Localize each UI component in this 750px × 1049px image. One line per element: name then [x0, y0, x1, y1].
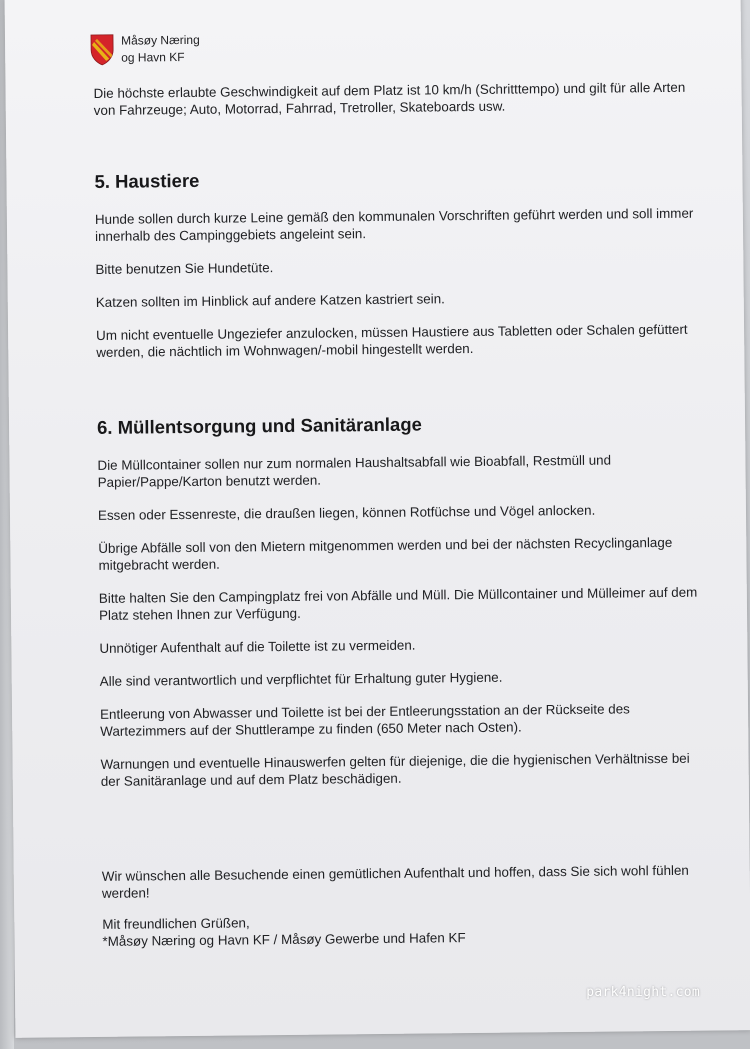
letterhead: [89, 32, 200, 67]
paragraph: Bitte halten Sie den Campingplatz frei von Abfälle und Müll. Die Müllcontainer und Mülleimer auf dem Platz stehen Ihnen zur Verfügung.: [98, 584, 698, 623]
section-heading-haustiere: 5. Haustiere: [94, 169, 200, 192]
paragraph: Bitte benutzen Sie Hundetüte.: [95, 260, 274, 277]
speed-rule-text: Die höchste erlaubte Geschwindigkeit auf dem Platz ist 10 km/h (Schritttempo) und gilt für alle Arten von Fahrzeuge; Auto, Motorrad, Fahrrad, Tretroller, Skateboards usw.: [93, 79, 686, 118]
paragraph: Alle sind verantwortlich und verpflichtet für Erhaltung guter Hygiene.: [99, 669, 503, 689]
paragraph: Katzen sollten im Hinblick auf andere Katzen kastriert sein.: [95, 291, 445, 310]
paragraph: Übrige Abfälle soll von den Mietern mitgenommen werden und bei der nächsten Recyclinganlage mitgebracht werden.: [98, 534, 673, 573]
paragraph: Essen oder Essenreste, die draußen liegen, können Rotfüchse und Vögel anlocken.: [97, 502, 596, 523]
watermark: park4night.com: [586, 985, 700, 1000]
section-heading-muellentsorgung: 6. Müllentsorgung und Sanitäranlage: [96, 413, 422, 438]
closing-block: [102, 862, 703, 950]
org-name-line1: Måsøy Næring: [120, 32, 200, 48]
paragraph: Entleerung von Abwasser und Toilette ist bei der Entleerungsstation an der Rückseite des Wartezimmers auf der Shuttlerampe zu finden (650 Meter nach Osten).: [100, 701, 630, 739]
paragraph: Warnungen und eventuelle Hinauswerfen gelten für diejenige, die die hygienischen Verhältnisse bei der Sanitäranlage und auf dem Platz beschädigen.: [100, 750, 690, 789]
document-body: [93, 79, 702, 964]
paragraph: Um nicht eventuelle Ungeziefer anzulocken, müssen Haustiere aus Tabletten oder Schalen gefüttert werden, die nächtlich im Wohnwagen/-mobil hingestellt werden.: [96, 321, 688, 360]
paragraph: Die Müllcontainer sollen nur zum normalen Haushaltsabfall wie Bioabfall, Restmüll und Papier/Pappe/Karton benutzt werden.: [97, 452, 612, 490]
document-page: [5, 0, 750, 1038]
coat-of-arms-icon: [89, 33, 115, 67]
paragraph: Hunde sollen durch kurze Leine gemäß den kommunalen Vorschriften geführt werden und soll immer innerhalb des Campinggebiets angeleint sein.: [94, 205, 694, 244]
paragraph: Unnötiger Aufenthalt auf die Toilette ist zu vermeiden.: [99, 637, 416, 656]
closing-wish: Wir wünschen alle Besuchende einen gemütlichen Aufenthalt und hoffen, dass Sie sich wohl fühlen werden!: [101, 862, 689, 901]
closing-signature: *Måsøy Næring og Havn KF / Måsøy Gewerbe und Hafen KF: [102, 930, 466, 949]
org-name-line2: og Havn KF: [121, 50, 185, 65]
closing-greeting: Mit freundlichen Grüßen,: [102, 915, 250, 932]
